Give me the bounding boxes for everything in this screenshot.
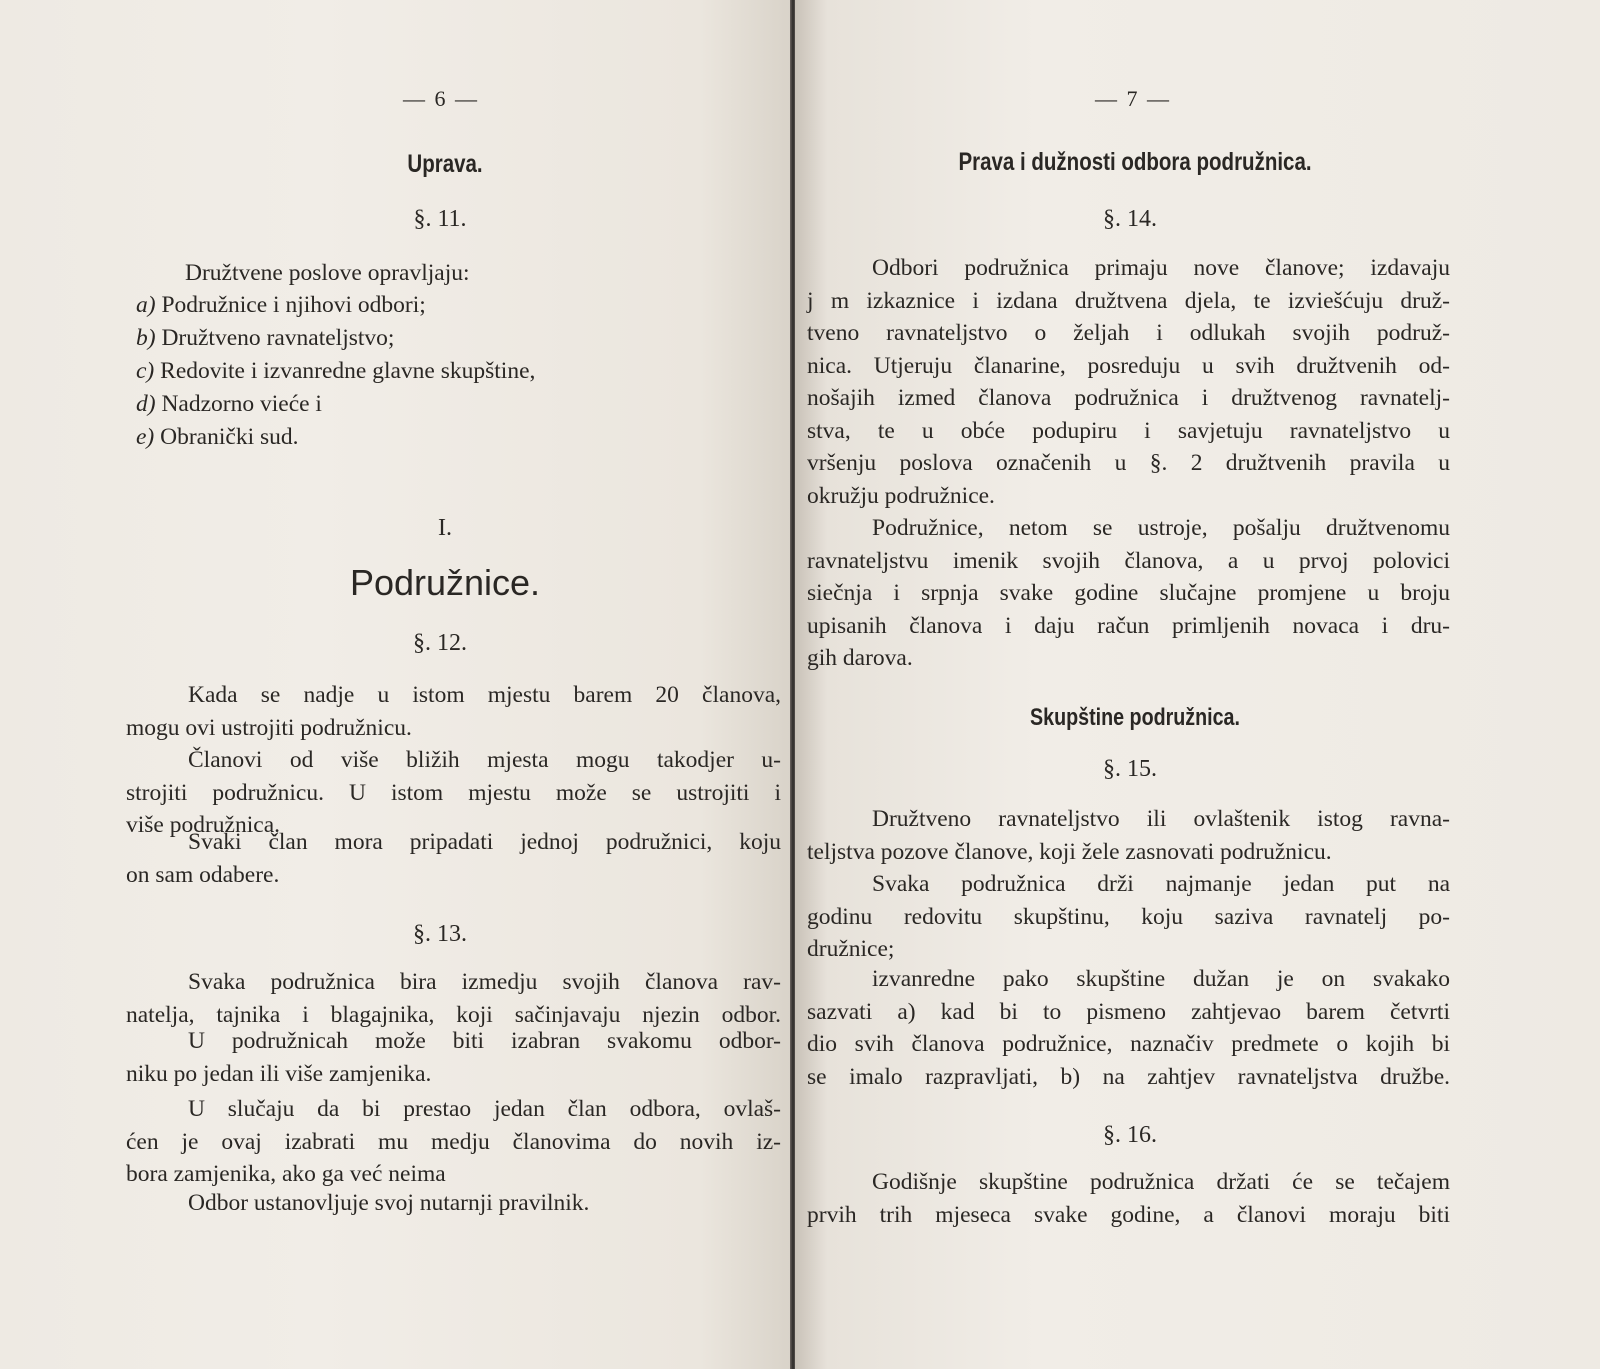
text-line: ćen je ovaj izabrati mu medju članovima do novih iz- xyxy=(126,1128,781,1155)
text-line: siečnja i srpnja svake godine slučajne promjene u broju xyxy=(807,580,1450,606)
paragraph xyxy=(807,1166,1450,1231)
list-text: Družtveno ravnateljstvo; xyxy=(161,325,395,351)
list-letter: a) xyxy=(136,292,156,318)
text-line: U podružnicah može biti izabran svakomu odbor- xyxy=(188,1028,781,1054)
paragraph-number: §. 16. xyxy=(1103,1122,1157,1148)
list-letter: c) xyxy=(136,358,155,384)
text-line: Svaki član mora pripadati jednoj podružnici, koju xyxy=(188,829,781,855)
text-line: ravnateljstvu imenik svojih članova, a u prvoj polovici xyxy=(807,547,1450,574)
paragraph xyxy=(126,1093,781,1191)
body-text: Družtvene poslove opravljaju: xyxy=(185,260,470,286)
text-line: on sam odabere. xyxy=(126,861,280,888)
list-text: Nadzorno vieće i xyxy=(161,391,322,417)
text-line: se imalo razpravljati, b) na zahtjev ravnateljstva družbe. xyxy=(807,1063,1450,1090)
text-line: sazvati a) kad bi to pismeno zahtjevao barem četvrti xyxy=(807,998,1450,1025)
paragraph xyxy=(807,963,1450,1093)
right-page xyxy=(795,0,1600,1369)
text-line: teljstva pozove članove, koji žele zasnovati podružnicu. xyxy=(807,838,1332,865)
paragraph xyxy=(126,679,781,744)
paragraph xyxy=(126,966,781,1031)
text-line: strojiti podružnicu. U istom mjestu može se ustrojiti i xyxy=(126,779,781,806)
paragraph xyxy=(126,1025,781,1090)
text-line: mogu ovi ustrojiti podružnicu. xyxy=(126,714,412,741)
text-line: Svaka podružnica bira izmedju svojih članova rav- xyxy=(188,969,781,995)
list-text: Podružnice i njihovi odbori; xyxy=(161,292,426,318)
list-item xyxy=(136,422,299,452)
left-page xyxy=(0,0,795,1369)
text-line: Odbori podružnica primaju nove članove; izdavaju xyxy=(872,255,1450,281)
text-line: stva, te u obće podupiru i savjetuju ravnateljstvo u xyxy=(807,417,1450,444)
section-heading: Prava i dužnosti odbora podružnica. xyxy=(958,148,1312,176)
text-line: više podružnica. xyxy=(126,812,281,838)
paragraph xyxy=(807,803,1450,868)
text-line: tveno ravnateljstvo o željah i odlukah svojih podruž- xyxy=(807,320,1450,346)
paragraph-number: §. 13. xyxy=(413,921,467,947)
text-line: bora zamjenika, ako ga već neima xyxy=(126,1161,446,1187)
text-line: godinu redovitu skupštinu, koju saziva ravnatelj po- xyxy=(807,903,1450,930)
list-text: Redovite i izvanredne glavne skupštine, xyxy=(160,358,536,384)
list-item xyxy=(136,323,394,353)
text-line: Članovi od više bližih mjesta mogu takodjer u- xyxy=(188,747,781,773)
paragraph xyxy=(807,512,1450,675)
paragraph-number: §. 12. xyxy=(413,630,467,656)
text-line: U slučaju da bi prestao jedan član odbora, ovlaš- xyxy=(188,1096,781,1122)
page-number: — 6 — xyxy=(403,86,479,111)
section-heading: Uprava. xyxy=(407,150,483,178)
text-line: Družtveno ravnateljstvo ili ovlaštenik istog ravna- xyxy=(872,806,1450,832)
paragraph xyxy=(126,826,781,891)
section-heading: Skupštine podružnica. xyxy=(1030,704,1240,731)
text-line: Kada se nadje u istom mjestu barem 20 članova, xyxy=(188,682,781,708)
text-line: nošajih izmed članova podružnica i družtvenog ravnatelj- xyxy=(807,385,1450,411)
text-line: vršenju poslova označenih u §. 2 družtvenih pravila u xyxy=(807,450,1450,476)
paragraph xyxy=(807,868,1450,966)
text-line: Svaka podružnica drži najmanje jedan put na xyxy=(872,871,1450,897)
page-number: — 7 — xyxy=(1095,86,1171,111)
text-line: Podružnice, netom se ustroje, pošalju družtvenomu xyxy=(872,515,1450,541)
text-line: natelja, tajnika i blagajnika, koji sačinjavaju njezin odbor. xyxy=(126,1001,781,1028)
list-letter: e) xyxy=(136,424,155,450)
paragraph-number: §. 15. xyxy=(1103,756,1157,782)
text-line: nica. Utjeruju članarine, posreduju u svih družtvenih od- xyxy=(807,352,1450,379)
list-item xyxy=(136,356,535,386)
text-line: družnice; xyxy=(807,936,895,962)
list-letter: d) xyxy=(136,391,156,417)
paragraph-number: §. 11. xyxy=(413,206,467,232)
text-line: Odbor ustanovljuje svoj nutarnji pravilnik. xyxy=(188,1190,590,1216)
text-line: upisanih članova i daju račun primljenih novaca i dru- xyxy=(807,612,1450,639)
list-text: Obranički sud. xyxy=(160,424,299,450)
text-line: j m izkaznice i izdana družtvena djela, te izviešćuju druž- xyxy=(807,287,1450,314)
list-item xyxy=(136,290,426,320)
text-line: Godišnje skupštine podružnica držati će se tečajem xyxy=(872,1169,1450,1195)
paragraph xyxy=(807,252,1450,512)
list-letter: b) xyxy=(136,325,156,351)
text-line: okružju podružnice. xyxy=(807,482,995,509)
paragraph xyxy=(126,1187,781,1220)
text-line: gih darova. xyxy=(807,645,913,671)
chapter-number: I. xyxy=(438,515,452,541)
text-line: niku po jedan ili više zamjenika. xyxy=(126,1060,432,1087)
paragraph-number: §. 14. xyxy=(1103,206,1157,232)
list-item xyxy=(136,389,322,419)
chapter-title: Podružnice. xyxy=(349,562,541,603)
text-line: izvanredne pako skupštine dužan je on svakako xyxy=(872,966,1450,992)
text-line: dio svih članova podružnice, naznačiv predmete o kojih bi xyxy=(807,1031,1450,1057)
text-line: prvih trih mjeseca svake godine, a članovi moraju biti xyxy=(807,1201,1450,1228)
